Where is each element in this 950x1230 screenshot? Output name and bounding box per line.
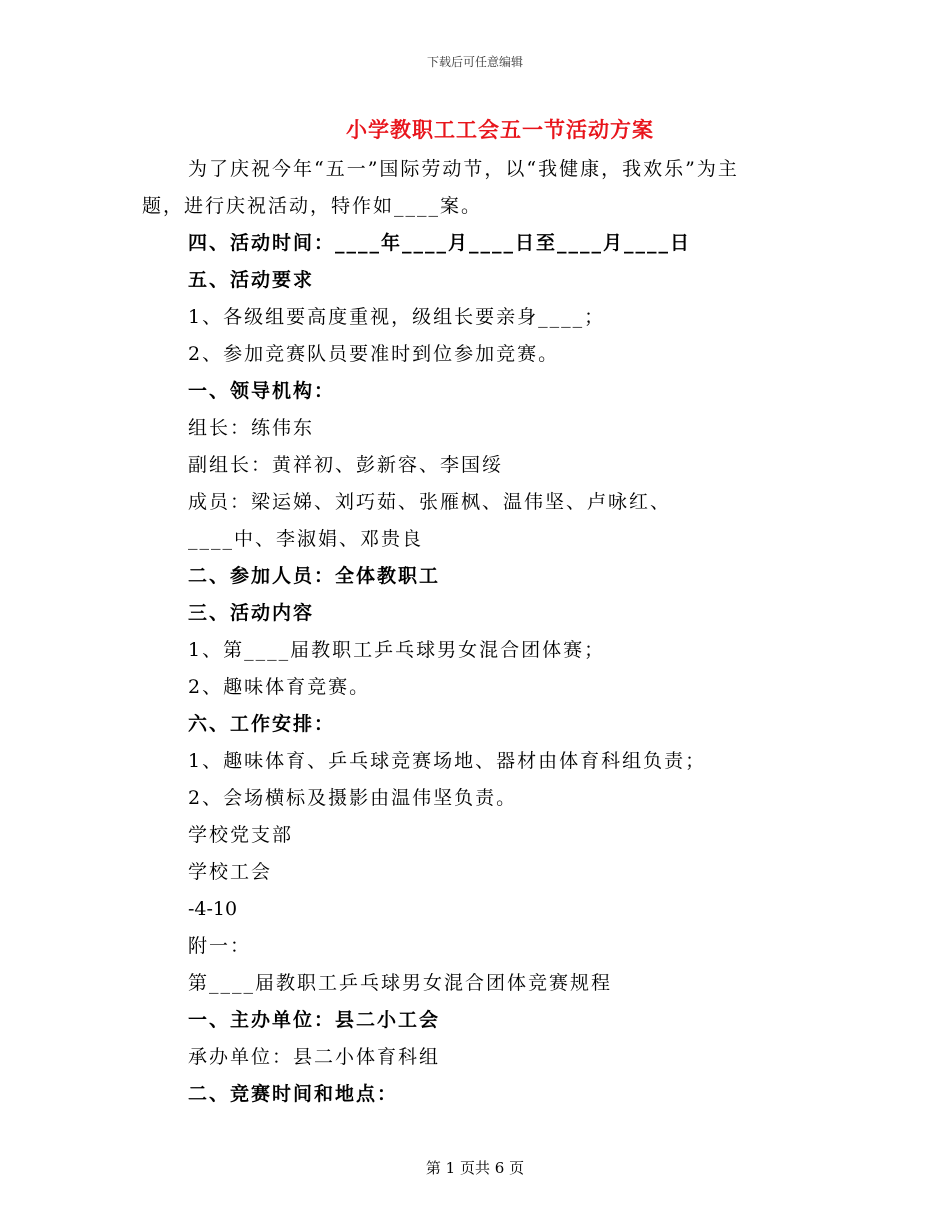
header-note: 下载后可任意编辑: [426, 55, 523, 69]
section-activity-requirements: 五、活动要求: [188, 269, 315, 291]
section-work-arrangement: 六、工作安排：: [188, 713, 336, 735]
intro-line-1: 为了庆祝今年“五一”国际劳动节，以“我健康，我欢乐”为主: [188, 158, 739, 180]
section-competition-time-place: 二、竞赛时间和地点：: [188, 1083, 399, 1105]
signature-party-branch: 学校党支部: [188, 824, 294, 846]
document-title: 小学教职工工会五一节活动方案: [346, 117, 654, 142]
intro-line-2: 题，进行庆祝活动，特作如____案。: [142, 195, 483, 217]
appendix-title: 第____届教职工乒乓球男女混合团体竞赛规程: [188, 972, 613, 994]
signature-union: 学校工会: [188, 861, 273, 883]
deputy-leader-line: 副组长：黄祥初、彭新容、李国绥: [188, 454, 504, 476]
requirement-item-1: 1、各级组要高度重视，级组长要亲身____；: [188, 306, 606, 328]
section-organizer: 一、主办单位：县二小工会: [188, 1009, 441, 1031]
members-line-1: 成员：梁运娣、刘巧茹、张雁枫、温伟坚、卢咏红、: [188, 491, 672, 513]
signature-date: -4-10: [188, 898, 238, 920]
members-line-2: ____中、李淑娟、邓贵良: [188, 528, 424, 550]
co-organizer-line: 承办单位：县二小体育科组: [188, 1046, 441, 1068]
leader-line: 组长：练伟东: [188, 417, 315, 439]
section-activity-time: 四、活动时间：____年____月____日至____月____日: [188, 232, 692, 254]
content-item-2: 2、趣味体育竞赛。: [188, 676, 371, 698]
page-footer: 第 1 页共 6 页: [425, 1159, 525, 1177]
arrangement-item-2: 2、会场横标及摄影由温伟坚负责。: [188, 787, 518, 809]
section-activity-content: 三、活动内容: [188, 602, 315, 624]
section-participants: 二、参加人员：全体教职工: [188, 565, 441, 587]
arrangement-item-1: 1、趣味体育、乒乓球竞赛场地、器材由体育科组负责；: [188, 750, 707, 772]
appendix-label: 附一：: [188, 935, 252, 957]
content-item-1: 1、第____届教职工乒乓球男女混合团体赛；: [188, 639, 606, 661]
requirement-item-2: 2、参加竞赛队员要准时到位参加竞赛。: [188, 343, 560, 365]
section-leadership: 一、领导机构：: [188, 380, 336, 402]
